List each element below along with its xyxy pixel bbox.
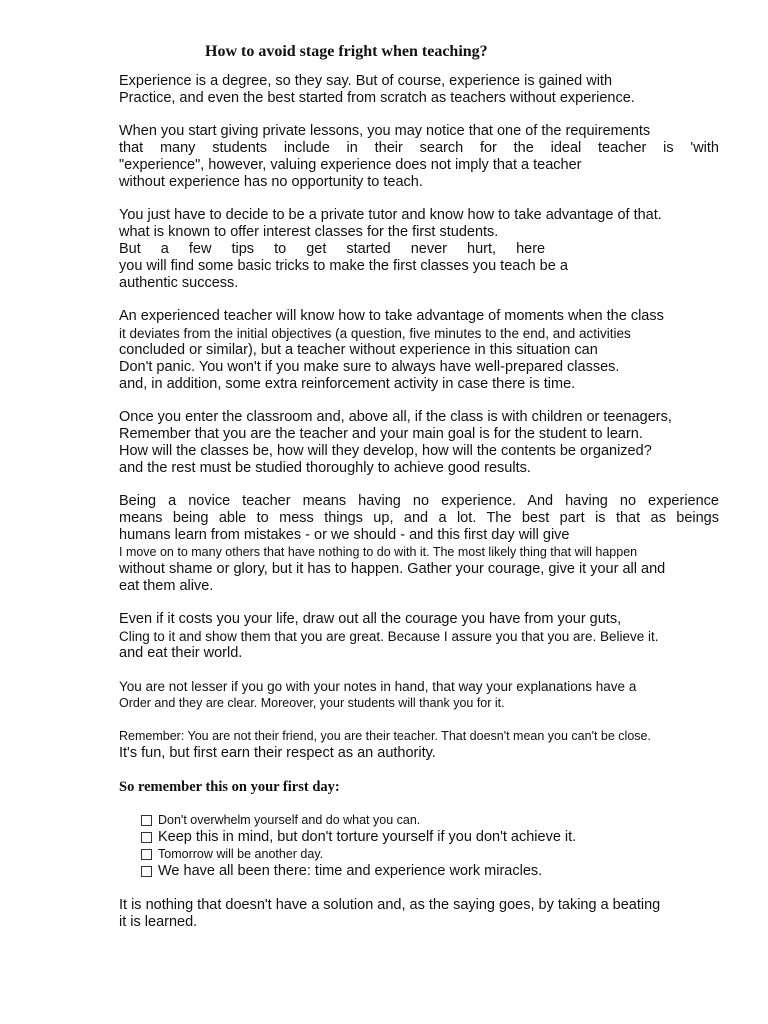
checkbox-bullet-icon (141, 832, 152, 843)
text-line: "experience", however, valuing experience does not imply that a teacher (119, 157, 582, 173)
text-line: Remember: You are not their friend, you are their teacher. That doesn't mean you can't be close. (119, 729, 651, 743)
text-line: When you start giving private lessons, you may notice that one of the requirements (119, 123, 651, 139)
text-line: Cling to it and show them that you are great. Because I assure you that you are. Believe it. (119, 629, 659, 644)
checkbox-bullet-icon (141, 849, 152, 860)
text-line: Don't panic. You won't if you make sure to always have well-prepared classes. (119, 359, 620, 375)
list-item-text: We have all been there: time and experience work miracles. (158, 863, 543, 879)
text-line: Experience is a degree, so they say. But of course, experience is gained with (119, 73, 613, 89)
text-line: Even if it costs you your life, draw out all the courage you have from your guts, (119, 611, 622, 627)
text-line: that many students include in their search for the ideal teacher is 'with (119, 140, 719, 156)
document-page (119, 42, 719, 931)
paragraph (119, 123, 719, 191)
paragraph (119, 409, 719, 477)
paragraph (119, 73, 719, 107)
paragraph (119, 678, 719, 712)
list-item-text: Keep this in mind, but don't torture yourself if you don't achieve it. (158, 829, 577, 845)
text-line: concluded or similar), but a teacher without experience in this situation can (119, 342, 598, 358)
text-line: you will find some basic tricks to make the first classes you teach be a (119, 258, 568, 274)
text-line: An experienced teacher will know how to take advantage of moments when the class (119, 308, 664, 324)
text-line: It's fun, but first earn their respect as an authority. (119, 745, 436, 761)
text-line: How will the classes be, how will they develop, how will the contents be organized? (119, 443, 652, 459)
checkbox-bullet-icon (141, 815, 152, 826)
document-title: How to avoid stage fright when teaching? (205, 43, 488, 60)
text-line: eat them alive. (119, 578, 214, 594)
list-item-text: Don't overwhelm yourself and do what you can. (158, 813, 421, 827)
closing-paragraph (119, 897, 719, 931)
list-item-text: Tomorrow will be another day. (158, 847, 324, 861)
list-item (141, 846, 719, 863)
text-line: and the rest must be studied thoroughly to achieve good results. (119, 460, 531, 476)
text-line: But a few tips to get started never hurt, here (119, 241, 546, 257)
text-line: Remember that you are the teacher and your main goal is for the student to learn. (119, 426, 643, 442)
text-line: it is learned. (119, 914, 198, 930)
text-line: humans learn from mistakes - or we should - and this first day will give (119, 527, 570, 543)
body-paragraphs (119, 73, 719, 762)
text-line: Being a novice teacher means having no experience. And having no experience (119, 493, 719, 509)
paragraph (119, 308, 719, 393)
text-line: without experience has no opportunity to teach. (119, 174, 423, 190)
text-line: You are not lesser if you go with your notes in hand, that way your explanations have a (119, 679, 637, 694)
checkbox-bullet-icon (141, 866, 152, 877)
text-line: Once you enter the classroom and, above all, if the class is with children or teenagers, (119, 409, 672, 425)
text-line: Order and they are clear. Moreover, your students will thank you for it. (119, 696, 505, 710)
text-line: and, in addition, some extra reinforcement activity in case there is time. (119, 376, 576, 392)
text-line: without shame or glory, but it has to happen. Gather your courage, give it your all and (119, 561, 666, 577)
text-line: what is known to offer interest classes for the first students. (119, 224, 499, 240)
text-line: I move on to many others that have nothing to do with it. The most likely thing that will happen (119, 545, 638, 559)
list-item (141, 812, 719, 829)
text-line: means being able to mess things up, and a lot. The best part is that as beings (119, 510, 719, 526)
text-line: and eat their world. (119, 645, 243, 661)
list-item (141, 829, 719, 846)
paragraph (119, 728, 719, 762)
text-line: authentic success. (119, 275, 239, 291)
text-line: You just have to decide to be a private tutor and know how to take advantage of that. (119, 207, 662, 223)
paragraph (119, 493, 719, 595)
text-line: Practice, and even the best started from scratch as teachers without experience. (119, 90, 635, 106)
paragraph (119, 611, 719, 662)
tips-list (141, 812, 719, 880)
first-day-subheading: So remember this on your first day: (119, 779, 340, 795)
text-line: It is nothing that doesn't have a solution and, as the saying goes, by taking a beating (119, 897, 661, 913)
text-line: it deviates from the initial objectives (a question, five minutes to the end, and activities (119, 326, 631, 341)
list-item (141, 863, 719, 880)
paragraph (119, 207, 719, 292)
